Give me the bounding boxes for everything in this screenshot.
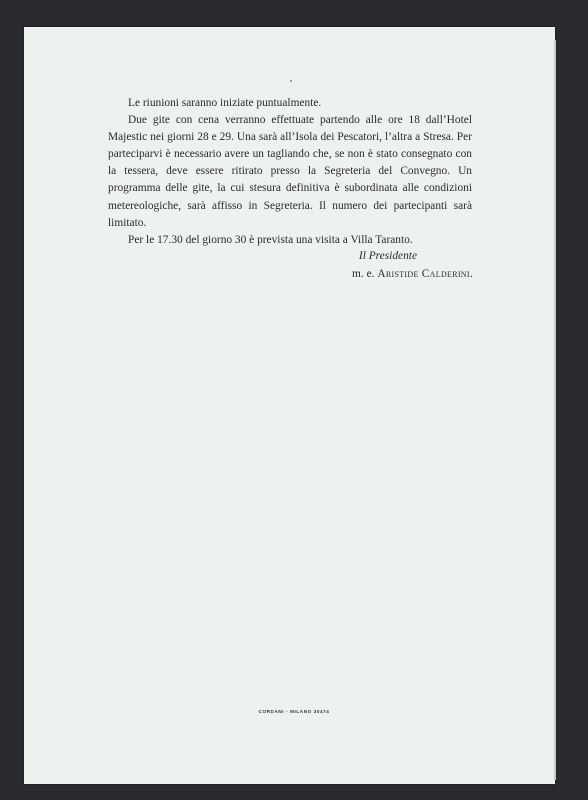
signature-name: Aristide Calderini. bbox=[377, 268, 473, 280]
letter-body bbox=[108, 95, 472, 249]
signature-role: Il Presidente bbox=[358, 250, 417, 262]
ink-speck bbox=[290, 80, 292, 82]
signature-block bbox=[352, 247, 473, 283]
paragraph-excursions: Due gite con cena verranno effettuate partendo alle ore 18 dall’Hotel Majestic nei giorni 28 e 29. Una sarà all’Isola dei Pescatori, l’altra a Stresa. Per parteciparvi è necessario avere un tagliando che, se non è stato consegnato con la tessera, deve essere ritirato presso la Segreteria del Convegno. Un programma delle gite, la cui stesura definitiva è subordinata alle condizioni metereologiche, sarà affisso in Segreteria. Il numero dei partecipanti sarà limitato. bbox=[108, 114, 472, 229]
signature-name-line bbox=[352, 265, 473, 283]
printer-mark: CORDANI - MILANO 30474 bbox=[258, 709, 330, 714]
paragraph-villa-visit: Per le 17.30 del giorno 30 è prevista una visita a Villa Taranto. bbox=[128, 233, 413, 246]
signature-prefix: m. e. bbox=[352, 268, 375, 280]
paragraph-meetings: Le riunioni saranno iniziate puntualmente. bbox=[128, 97, 322, 109]
paper-edge bbox=[554, 40, 556, 780]
